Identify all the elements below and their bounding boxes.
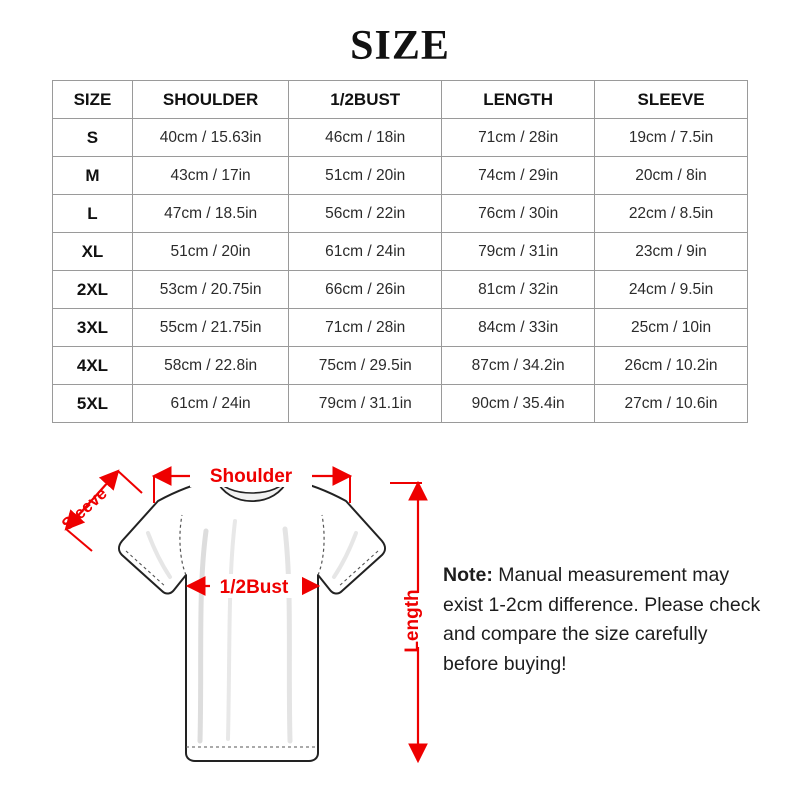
cell-shoulder: 47cm / 18.5in	[132, 195, 288, 233]
tshirt-diagram	[30, 441, 450, 791]
cell-sleeve: 20cm / 8in	[595, 157, 748, 195]
cell-bust: 46cm / 18in	[289, 119, 442, 157]
table-row	[53, 271, 748, 309]
cell-size: 3XL	[53, 309, 133, 347]
cell-sleeve: 27cm / 10.6in	[595, 385, 748, 423]
cell-length: 81cm / 32in	[442, 271, 595, 309]
table-row	[53, 309, 748, 347]
bust-label: 1/2Bust	[219, 577, 289, 598]
cell-shoulder: 53cm / 20.75in	[132, 271, 288, 309]
cell-shoulder: 61cm / 24in	[132, 385, 288, 423]
cell-size: 4XL	[53, 347, 133, 385]
size-chart-table	[52, 80, 748, 423]
cell-sleeve: 22cm / 8.5in	[595, 195, 748, 233]
table-row	[53, 119, 748, 157]
table-row	[53, 195, 748, 233]
column-header-bust: 1/2BUST	[289, 81, 442, 119]
note-text	[443, 561, 763, 680]
cell-length: 79cm / 31in	[442, 233, 595, 271]
cell-bust: 61cm / 24in	[289, 233, 442, 271]
cell-shoulder: 55cm / 21.75in	[132, 309, 288, 347]
cell-shoulder: 51cm / 20in	[132, 233, 288, 271]
table-row	[53, 385, 748, 423]
cell-size: M	[53, 157, 133, 195]
cell-size: L	[53, 195, 133, 233]
table-row	[53, 157, 748, 195]
cell-bust: 79cm / 31.1in	[289, 385, 442, 423]
length-label: Length	[402, 589, 423, 653]
shoulder-label: Shoulder	[209, 466, 293, 487]
cell-length: 90cm / 35.4in	[442, 385, 595, 423]
column-header-size: SIZE	[53, 81, 133, 119]
table-row	[53, 233, 748, 271]
size-table-container	[0, 80, 800, 423]
cell-size: 2XL	[53, 271, 133, 309]
cell-length: 87cm / 34.2in	[442, 347, 595, 385]
cell-sleeve: 24cm / 9.5in	[595, 271, 748, 309]
cell-bust: 56cm / 22in	[289, 195, 442, 233]
cell-length: 84cm / 33in	[442, 309, 595, 347]
table-header-row	[53, 81, 748, 119]
cell-bust: 75cm / 29.5in	[289, 347, 442, 385]
cell-sleeve: 19cm / 7.5in	[595, 119, 748, 157]
cell-shoulder: 40cm / 15.63in	[132, 119, 288, 157]
cell-size: S	[53, 119, 133, 157]
cell-sleeve: 23cm / 9in	[595, 233, 748, 271]
page-title: SIZE	[350, 23, 450, 69]
tshirt-outline	[119, 479, 385, 761]
cell-bust: 51cm / 20in	[289, 157, 442, 195]
cell-bust: 66cm / 26in	[289, 271, 442, 309]
cell-sleeve: 26cm / 10.2in	[595, 347, 748, 385]
cell-size: 5XL	[53, 385, 133, 423]
column-header-shoulder: SHOULDER	[132, 81, 288, 119]
cell-size: XL	[53, 233, 133, 271]
cell-shoulder: 43cm / 17in	[132, 157, 288, 195]
column-header-length: LENGTH	[442, 81, 595, 119]
column-header-sleeve: SLEEVE	[595, 81, 748, 119]
note-body: Manual measurement may exist 1-2cm difference. Please check and compare the size carefully before buying!	[443, 564, 761, 675]
table-row	[53, 347, 748, 385]
cell-bust: 71cm / 28in	[289, 309, 442, 347]
cell-shoulder: 58cm / 22.8in	[132, 347, 288, 385]
note-label: Note:	[443, 564, 493, 586]
cell-length: 71cm / 28in	[442, 119, 595, 157]
cell-length: 76cm / 30in	[442, 195, 595, 233]
cell-sleeve: 25cm / 10in	[595, 309, 748, 347]
cell-length: 74cm / 29in	[442, 157, 595, 195]
sleeve-label: Sleeve	[57, 483, 111, 535]
measurement-section	[0, 441, 800, 791]
